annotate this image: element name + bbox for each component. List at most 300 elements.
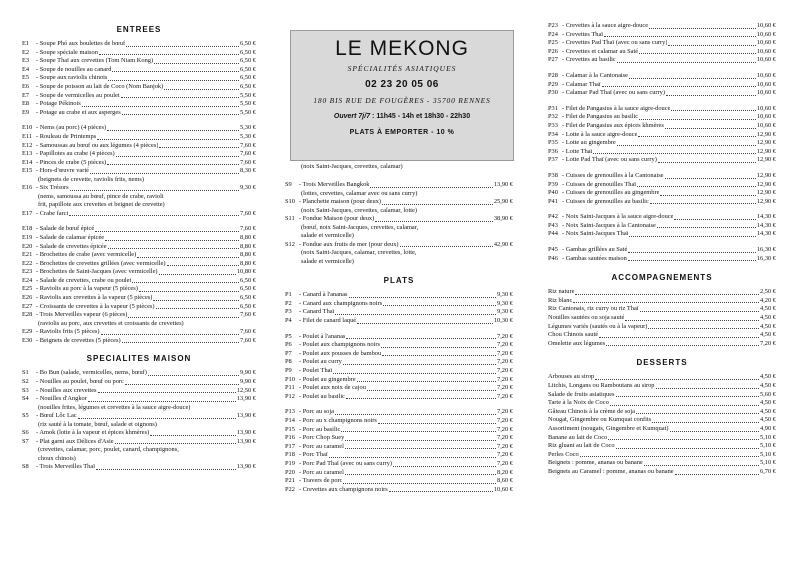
menu-item-code: P31 <box>548 104 558 112</box>
menu-item <box>22 328 256 337</box>
menu-item-name: Nougat, Gingembre ou Kumquat confits <box>548 416 652 424</box>
menu-item-code: P32 <box>548 113 558 121</box>
menu-item-code: E8 <box>22 100 30 108</box>
menu-item <box>285 417 513 426</box>
menu-item-name: - Trois Merveilles Thaï <box>36 463 95 471</box>
menu-item <box>548 331 776 340</box>
menu-item-code: P35 <box>548 139 558 147</box>
menu-item-name: - Pinces de crabe (5 pièces) <box>36 158 107 166</box>
menu-item-name: - Brochettes de Saint-Jacques (avec vermicelle) <box>36 268 158 276</box>
menu-item-code: S8 <box>22 463 29 471</box>
menu-item-code: E26 <box>22 294 33 302</box>
menu-item <box>22 124 256 133</box>
dot-leader <box>90 173 239 174</box>
menu-item-name: - Cuisses de grenouilles à la Cantonaise <box>562 171 664 179</box>
menu-item-code: P28 <box>548 71 558 79</box>
dot-leader <box>132 282 239 283</box>
dot-leader <box>629 78 756 79</box>
dot-leader <box>639 53 756 54</box>
opening-times: : 11h45 - 14h et 18h30 - 22h30 <box>370 113 471 120</box>
menu-item-name: - Crevettes et calamar au Saté <box>562 47 639 55</box>
menu-item-code: S12 <box>285 240 295 248</box>
menu-item-price: 7,60 € <box>240 336 256 344</box>
menu-item <box>22 303 256 312</box>
menu-item-detail: salade et vermicelle) <box>301 232 354 240</box>
menu-item <box>548 181 776 190</box>
dot-leader <box>116 156 239 157</box>
menu-item-code: E13 <box>22 150 33 158</box>
menu-item-price: 6,50 € <box>240 294 256 302</box>
menu-item-price: 8,30 € <box>240 167 256 175</box>
menu-item-name: - Canard aux champignons noirs <box>299 299 383 307</box>
dot-leader <box>629 236 755 237</box>
menu-item-name: - Amok (lotte à la vapeur et épices khmères) <box>36 429 150 437</box>
group-spacer <box>285 401 513 408</box>
menu-item <box>22 150 256 159</box>
menu-item-code: P11 <box>285 384 295 392</box>
menu-item-price: 7,60 € <box>240 158 256 166</box>
menu-item-detail: (crevettes, calamar, porc, poulet, canard, champignons, <box>38 446 179 454</box>
dot-leader <box>148 375 239 376</box>
menu-item-name: - Raviolis frits (5 pièces) <box>36 328 100 336</box>
menu-item-price: 12,90 € <box>756 197 776 205</box>
menu-item <box>548 81 776 90</box>
restaurant-tagline: SPÉCIALITÉS ASIATIQUES <box>347 64 457 73</box>
menu-item-name: Beignets au Caramel : pomme, ananas ou banane <box>548 467 674 475</box>
dot-leader <box>121 97 239 98</box>
menu-item <box>548 451 776 460</box>
menu-item-name: - Canard à l'ananas <box>299 291 348 299</box>
menu-item-price: 7,60 € <box>240 311 256 319</box>
menu-item-name: - Soupe de poisson au lait de Coco (Nom Banjok) <box>36 82 164 90</box>
menu-item-code: E9 <box>22 108 30 116</box>
dot-leader <box>107 130 239 131</box>
menu-item-price: 5,10 € <box>760 433 776 441</box>
menu-item <box>22 285 256 294</box>
menu-item-detail: (lottes, crevettes, calamar avec ou sans curry) <box>301 190 418 197</box>
menu-item-name: - Poulet au gingembre <box>299 375 356 383</box>
menu-item-name: - Porc au caramel <box>299 442 344 450</box>
section-title-specialites: SPECIALITES MAISON <box>86 354 192 364</box>
menu-item-price: 9,30 € <box>497 291 513 299</box>
menu-item-price: 38,90 € <box>493 215 513 223</box>
menu-item-name: Gâteau Chinois à la crème de soja <box>548 407 635 415</box>
dot-leader <box>665 128 756 129</box>
menu-item <box>548 222 776 231</box>
menu-item <box>548 314 776 323</box>
menu-item <box>548 391 776 400</box>
dot-leader <box>638 136 755 137</box>
menu-item-code: P22 <box>285 485 295 493</box>
menu-item-name: - Calamar Thaï <box>562 80 601 88</box>
dot-leader <box>378 423 496 424</box>
dot-leader <box>126 46 239 47</box>
menu-item <box>22 57 256 66</box>
menu-item-detail: (riz sauté à la tomate, bœuf, salade et oignons) <box>38 420 157 428</box>
menu-item-price: 10,60 € <box>756 47 776 55</box>
menu-item <box>548 122 776 131</box>
menu-item-name: - Lotte à la sauce aigre-douce <box>562 130 638 138</box>
menu-item-name: - Crevettes au basilic <box>562 56 616 64</box>
menu-item-code: P20 <box>285 468 295 476</box>
restaurant-address: 180 BIS RUE DE FOUGÈRES - 35700 RENNES <box>313 96 491 105</box>
menu-item-price: 6,50 € <box>240 40 256 47</box>
menu-item-name: Riz nature <box>548 288 575 296</box>
dot-leader <box>602 86 756 87</box>
menu-item-name: - Soupe Thaï aux crevettes (Tom Niam Kong) <box>36 57 154 65</box>
menu-item-detail: (nouilles frites, légumes et crevettes à la sauce aigre-douce) <box>38 403 191 411</box>
menu-item-code: P10 <box>285 375 295 383</box>
menu-item-name: - Nouilles au poulet, bœuf ou porc <box>36 378 124 386</box>
dot-leader <box>367 390 496 391</box>
menu-item-price: 16,30 € <box>756 254 776 262</box>
menu-item-code: P40 <box>548 189 558 197</box>
dot-leader <box>107 164 239 165</box>
menu-item-price: 7,20 € <box>497 416 513 424</box>
menu-item <box>285 241 513 250</box>
menu-item-code: P38 <box>548 171 558 179</box>
menu-item-price: 4,50 € <box>760 322 776 330</box>
menu-item <box>22 210 256 219</box>
menu-item <box>22 387 256 396</box>
dot-leader <box>137 257 239 258</box>
menu-item-name: - Noix Saint-Jacques à la sauce aigre-douce <box>562 213 674 221</box>
menu-item-code: P36 <box>548 147 558 155</box>
menu-item-price: 5,10 € <box>760 459 776 467</box>
menu-item-price: 9,90 € <box>240 378 256 386</box>
dot-leader <box>343 483 496 484</box>
menu-item-name: - Soupe spéciale maison <box>36 48 98 56</box>
dot-leader <box>573 302 759 303</box>
menu-item-name: Riz blanc <box>548 296 573 304</box>
menu-item-code: P46 <box>548 254 558 262</box>
menu-item-name: - Filet de Pangasius aux épices khmères <box>562 121 664 129</box>
dot-leader <box>343 364 496 365</box>
dot-leader <box>640 311 759 312</box>
menu-item-name: - Salade de calamar épicée <box>36 233 105 241</box>
menu-item-price: 4,50 € <box>760 373 776 381</box>
section-title-entrees: ENTREES <box>116 25 162 34</box>
menu-item-code: P12 <box>285 392 295 400</box>
menu-item-code: P4 <box>285 317 292 324</box>
menu-item-name: - Brochettes de crevettes grillées (avec vermicelle) <box>36 259 166 267</box>
dot-leader <box>604 36 756 37</box>
menu-item-price: 5,50 € <box>240 100 256 108</box>
dot-leader <box>159 274 236 275</box>
menu-item-name: - Trois Merveilles Bangkok <box>299 181 370 189</box>
menu-item-code: E30 <box>22 336 33 344</box>
menu-item-price: 7,20 € <box>497 358 513 366</box>
menu-item-code: P27 <box>548 56 558 64</box>
dot-leader <box>101 334 239 335</box>
menu-column-left <box>22 0 256 565</box>
menu-item-price: 4,90 € <box>760 424 776 432</box>
menu-item <box>22 83 256 92</box>
menu-item-price: 5,30 € <box>240 132 256 140</box>
menu-item-price: 5,50 € <box>240 108 256 116</box>
menu-item-price: 10,60 € <box>756 22 776 29</box>
dot-leader <box>610 405 759 406</box>
menu-item-price: 10,60 € <box>756 39 776 47</box>
menu-item <box>285 181 513 190</box>
menu-item-code: P5 <box>285 332 292 340</box>
menu-item-name: - Travers de porc <box>299 477 343 485</box>
menu-item-name: - Porc Pad Thaï (avec ou sans curry) <box>299 459 393 467</box>
takeaway-discount: PLATS À EMPORTER - 10 % <box>349 129 455 136</box>
menu-item-price: 10,60 € <box>756 80 776 88</box>
menu-item-price: 14,30 € <box>756 230 776 238</box>
menu-item <box>285 308 513 317</box>
menu-item <box>548 434 776 443</box>
menu-item <box>548 305 776 314</box>
dot-leader <box>88 401 236 402</box>
menu-item-price: 7,20 € <box>497 442 513 450</box>
menu-item-price: 8,80 € <box>240 233 256 241</box>
menu-item-name: - Hors-d'œuvre varié <box>36 167 89 175</box>
menu-item-name: - Soupe aux raviolis chinois <box>36 74 108 82</box>
menu-item-price: 5,10 € <box>760 442 776 450</box>
menu-item-name: - Cuisses de grenouilles au basilic <box>562 197 649 205</box>
menu-item-detail: frit, papillote aux crevettes et beignet de crevette) <box>38 201 165 209</box>
dot-leader <box>580 456 759 457</box>
dot-leader <box>82 106 239 107</box>
menu-item-price: 13,90 € <box>236 429 256 437</box>
dot-leader <box>349 297 496 298</box>
menu-item-code: P33 <box>548 121 558 129</box>
menu-item-name: - Noix Saint-Jacques à la Cantonaise <box>562 221 656 229</box>
dot-leader <box>69 215 239 216</box>
menu-item-name: - Porc au soja <box>299 408 334 416</box>
dot-leader <box>575 294 759 295</box>
menu-item-code: P15 <box>285 425 295 433</box>
menu-item-price: 4,50 € <box>760 331 776 339</box>
menu-item-name: - Croissants de crevettes à la vapeur (5 pièces) <box>36 302 155 310</box>
menu-item-code: S11 <box>285 215 295 223</box>
menu-item <box>548 39 776 48</box>
dot-leader <box>657 227 756 228</box>
menu-item-price: 4,50 € <box>760 382 776 389</box>
menu-item-price: 9,90 € <box>240 369 256 377</box>
dot-leader <box>98 392 236 393</box>
menu-item-price: 7,60 € <box>240 225 256 233</box>
menu-item-name: - Bœuf Lôc Lac <box>36 412 77 420</box>
menu-item-code: P18 <box>285 451 295 459</box>
menu-item <box>548 89 776 98</box>
dot-leader <box>389 491 493 492</box>
menu-item <box>285 451 513 460</box>
dot-leader <box>636 413 759 414</box>
menu-item-name: - Soupe Phó aux boulettes de bœuf <box>36 40 126 47</box>
menu-item-price: 9,30 € <box>497 299 513 307</box>
menu-item-price: 4,50 € <box>760 314 776 322</box>
menu-item-name: - Porc au x champignons noirs <box>299 416 377 424</box>
menu-item-price: 12,50 € <box>236 386 256 394</box>
menu-item-price: 8,60 € <box>497 477 513 485</box>
menu-item <box>22 66 256 75</box>
menu-item-price: 7,20 € <box>497 425 513 433</box>
menu-item <box>22 260 256 269</box>
menu-item-name: Salade de fruits asiatiques <box>548 390 615 398</box>
dot-leader <box>658 162 756 163</box>
menu-item <box>22 268 256 277</box>
menu-item-code: E24 <box>22 276 33 284</box>
menu-item-name: - Six Trésors <box>36 184 69 192</box>
dot-leader <box>357 323 493 324</box>
menu-item <box>548 105 776 114</box>
menu-item-code: P3 <box>285 308 292 316</box>
menu-item-name: - Filet de canard laqué <box>299 317 357 324</box>
dot-leader <box>333 373 496 374</box>
menu-item-price: 8,80 € <box>240 251 256 259</box>
menu-item <box>22 369 256 378</box>
menu-item <box>548 459 776 468</box>
dot-leader <box>381 347 496 348</box>
menu-item <box>285 198 513 207</box>
menu-item-name: Riz Cantonais, riz curry ou riz Thaï <box>548 305 639 313</box>
dot-leader <box>108 248 239 249</box>
menu-item-code: S7 <box>22 437 29 445</box>
menu-item <box>22 133 256 142</box>
menu-item <box>22 277 256 286</box>
menu-item <box>22 109 256 118</box>
menu-item-code: P39 <box>548 180 558 188</box>
menu-item-price: 12,90 € <box>756 156 776 164</box>
dot-leader <box>593 153 755 154</box>
menu-item-price: 10,80 € <box>236 268 256 276</box>
menu-item-code: P17 <box>285 442 295 450</box>
menu-item-code: P9 <box>285 366 292 374</box>
menu-item-code: P43 <box>548 221 558 229</box>
menu-item <box>22 184 256 193</box>
dot-leader <box>660 195 755 196</box>
menu-item-code: E18 <box>22 225 33 233</box>
menu-item <box>548 139 776 148</box>
menu-item-price: 7,20 € <box>497 375 513 383</box>
menu-item <box>548 408 776 417</box>
dot-leader <box>329 457 496 458</box>
menu-item-code: S9 <box>285 181 292 189</box>
menu-item-code: P13 <box>285 408 295 416</box>
opening-days: Ouvert 7j/7 <box>333 113 371 120</box>
menu-item-name: - Poulet au curry <box>299 358 342 366</box>
menu-item <box>548 442 776 451</box>
menu-item-name: - Crevettes à la sauce aigre-douce <box>562 22 649 29</box>
menu-item <box>548 416 776 425</box>
menu-item <box>548 148 776 157</box>
dot-leader <box>665 178 756 179</box>
dot-leader <box>666 95 756 96</box>
dot-leader <box>649 28 756 29</box>
menu-item-code: E11 <box>22 132 33 140</box>
group-spacer <box>548 206 776 213</box>
specialites-list <box>22 369 256 471</box>
menu-item-name: - Beignets de crevettes (5 pièces) <box>36 336 121 344</box>
menu-item-price: 6,70 € <box>760 467 776 475</box>
menu-item-name: - Samoussas au bœuf ou aux légumes (4 pièces) <box>36 141 159 149</box>
menu-item-code: P6 <box>285 341 292 349</box>
menu-item-price: 10,30 € <box>493 317 513 324</box>
menu-item-price: 10,60 € <box>493 485 513 493</box>
menu-item <box>22 40 256 49</box>
menu-item-price: 4,20 € <box>760 296 776 304</box>
menu-item-detail: (noix Saint-Jacques, calamar, crevettes, lotte, <box>301 249 417 257</box>
dot-leader <box>345 448 496 449</box>
dot-leader <box>644 465 759 466</box>
menu-item-name: Riz gluant au lait de Coco <box>548 442 615 450</box>
menu-item-name: - Calamar à la Cantonaise <box>562 71 629 79</box>
menu-item-price: 7,20 € <box>760 339 776 347</box>
dot-leader <box>335 314 496 315</box>
dot-leader <box>167 265 239 266</box>
menu-item <box>285 434 513 443</box>
menu-item <box>22 159 256 168</box>
menu-item <box>22 100 256 109</box>
menu-item <box>22 74 256 83</box>
menu-item-price: 7,20 € <box>497 434 513 442</box>
menu-item-code: E22 <box>22 259 33 267</box>
menu-item-name: - Poulet à l'ananas <box>299 332 346 340</box>
menu-item-detail: (noix Saint-Jacques, crevettes, calamar, lotte) <box>301 207 417 214</box>
section-title-accompagnements: ACCOMPAGNEMENTS <box>611 273 713 283</box>
menu-item-name: Omelette aux légumes <box>548 339 606 347</box>
menu-item <box>22 49 256 58</box>
menu-item-code: P37 <box>548 156 558 164</box>
dot-leader <box>616 448 759 449</box>
dot-leader <box>154 63 239 64</box>
menu-item-code: P26 <box>548 47 558 55</box>
menu-item <box>548 198 776 207</box>
menu-item-name: - Bo Bun (salade, vermicelles, nems, bœuf) <box>36 369 147 377</box>
menu-item-name: Perles Coco <box>548 450 579 458</box>
dot-leader <box>108 80 239 81</box>
menu-item <box>548 230 776 239</box>
dot-leader <box>105 240 239 241</box>
dot-leader <box>125 384 239 385</box>
menu-item-price: 4,50 € <box>760 416 776 424</box>
dot-leader <box>595 379 759 380</box>
menu-item-price: 7,60 € <box>240 141 256 149</box>
menu-item-price: 13,90 € <box>236 463 256 471</box>
menu-item <box>22 378 256 387</box>
menu-item <box>285 350 513 359</box>
menu-item <box>548 131 776 140</box>
menu-item-code: E23 <box>22 268 33 276</box>
plats-list <box>285 291 513 494</box>
menu-item-code: P1 <box>285 291 292 299</box>
dot-leader <box>357 381 496 382</box>
menu-item-code: P25 <box>548 39 558 47</box>
menu-item <box>548 246 776 255</box>
dot-leader <box>639 119 756 120</box>
menu-item-code: S1 <box>22 369 29 377</box>
menu-item-name: - Planchette maison (pour deux) <box>299 198 381 206</box>
menu-item-price: 10,60 € <box>756 104 776 112</box>
menu-item-name: - Canard Thaï <box>299 308 335 316</box>
menu-item-code: P2 <box>285 299 292 307</box>
dot-leader <box>97 139 239 140</box>
menu-item-name: - Crabe farci <box>36 209 69 217</box>
menu-column-right <box>548 0 776 565</box>
dot-leader <box>99 54 239 55</box>
dot-leader <box>608 439 759 440</box>
menu-item <box>285 443 513 452</box>
menu-item-name: Litchis, Longans ou Ramboutans au sirop <box>548 382 655 389</box>
menu-item-price: 14,30 € <box>756 221 776 229</box>
menu-item-code: E5 <box>22 74 30 82</box>
dot-leader <box>156 308 239 309</box>
menu-item-name: - Nems (au porc) (4 pièces) <box>36 124 107 132</box>
menu-item <box>548 56 776 65</box>
